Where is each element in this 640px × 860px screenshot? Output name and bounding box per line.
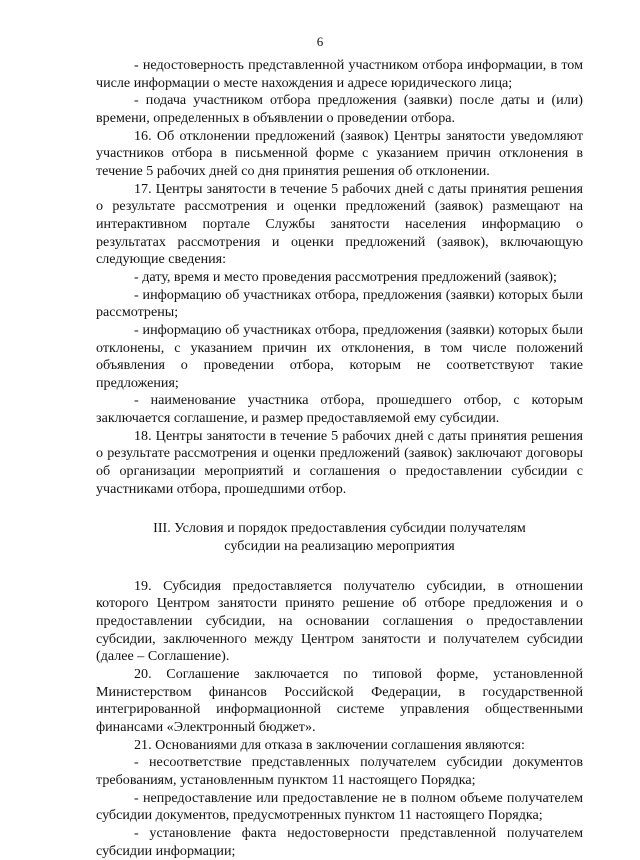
paragraph: - наименование участника отбора, прошедшего отбор, с которым заключается соглашение, и размер предоставляемой ему субсидии. (96, 392, 583, 427)
paragraph: - информацию об участниках отбора, предложения (заявки) которых были рассмотрены; (96, 286, 583, 321)
page-number: 6 (316, 34, 324, 49)
paragraph: - недостоверность представленной участником отбора информации, в том числе информации о месте нахождения и адресе юридического лица; (96, 57, 583, 91)
section-heading-line: III. Условия и порядок предоставления субсидии получателям (153, 520, 526, 537)
section-heading-line: субсидии на реализацию мероприятия (224, 538, 455, 555)
paragraph: - непредоставление или предоставление не в полном объеме получателем субсидии документов, предусмотренных пунктом 11 настоящего Порядка; (96, 789, 583, 824)
paragraph: - установление факта недостоверности представленной получателем субсидии информации; (96, 824, 583, 859)
paragraph: 18. Центры занятости в течение 5 рабочих дней с даты принятия решения о результате рассмотрения и оценки предложений (заявок) заключают договоры об организации мероприятий и соглашения о предоставлении субсидии с участниками отбора, прошедшими отбор. (96, 427, 583, 497)
paragraph: - несоответствие представленных получателем субсидии документов требованиям, установленным пунктом 11 настоящего Порядка; (96, 754, 583, 788)
paragraph: 17. Центры занятости в течение 5 рабочих дней с даты принятия решения о результате рассмотрения и оценки предложений (заявок) размещают на интерактивном портале Службы занятости населения информацию о результатах рассмотрения и оценки предложений (заявок), включающую следующие сведения: (96, 180, 583, 268)
paragraph: - подача участником отбора предложения (заявки) после даты и (или) времени, определенных в объявлении о проведении отбора. (96, 92, 583, 126)
document-body (96, 57, 583, 860)
paragraph: 19. Субсидия предоставляется получателю субсидии, в отношении которого Центром занятости принято решение об отборе предложения и о предоставлении субсидии, на основании соглашения о предоставлении субсидии, заключенного между Центром занятости и получателем субсидии (далее – Соглашение). (96, 577, 583, 665)
section-heading (96, 520, 583, 555)
paragraph: - дату, время и место проведения рассмотрения предложений (заявок); (134, 268, 557, 285)
paragraph: 20. Соглашение заключается по типовой форме, установленной Министерством финансов Российской Федерации, в государственной интегрированной информационной системе управления общественными финансами «Электронный бюджет». (96, 666, 583, 735)
paragraph: - информацию об участниках отбора, предложения (заявки) которых были отклонены, с указанием причин их отклонения, в том числе положений объявления о проведении отбора, которым не соответствуют такие предложения; (96, 321, 583, 391)
paragraph: 16. Об отклонении предложений (заявок) Центры занятости уведомляют участников отбора в письменной форме с указанием причин отклонения в течение 5 рабочих дней со дня принятия решения об отклонении. (96, 127, 583, 179)
paragraph: 21. Основаниями для отказа в заключении соглашения являются: (134, 736, 525, 753)
